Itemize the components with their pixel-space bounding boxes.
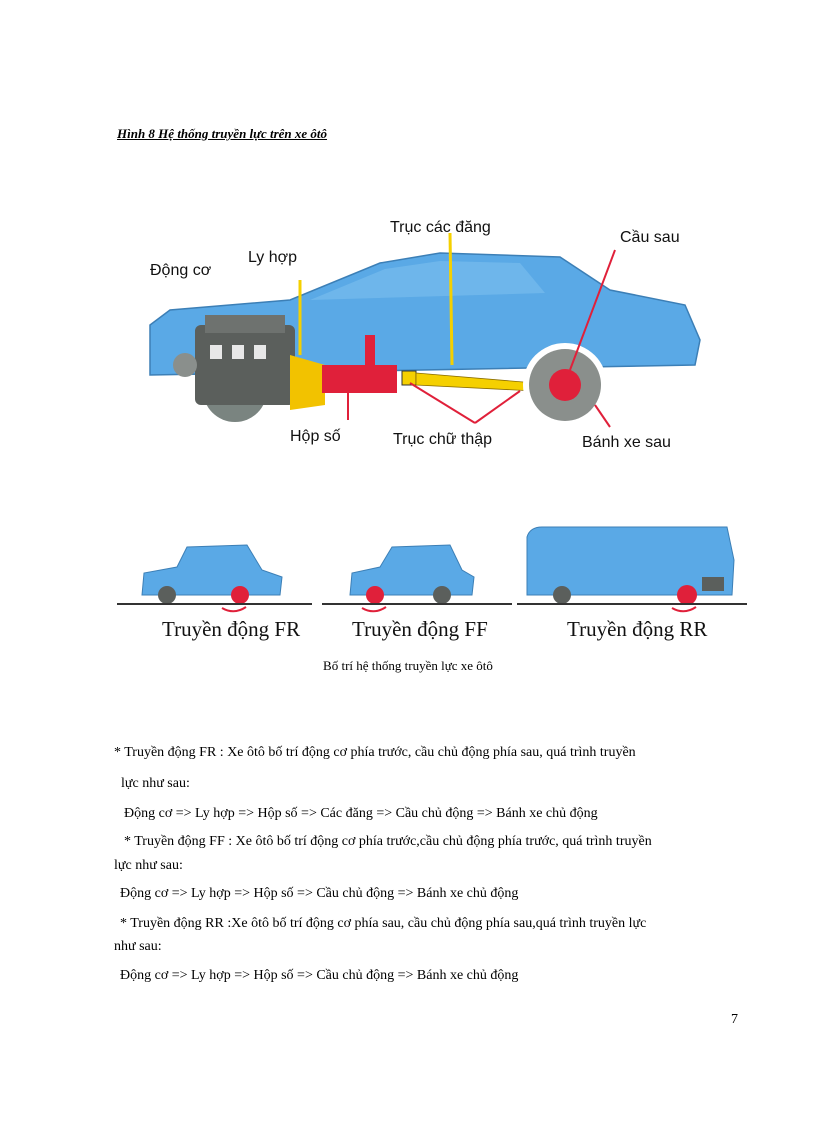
drivetrain-figure	[140, 205, 710, 475]
flow-fr: Động cơ => Ly hợp => Hộp số => Các đăng => Cầu chủ động => Bánh xe chủ động	[124, 806, 598, 821]
label-clutch: Ly hợp	[248, 249, 298, 266]
paragraph-fr-2: lực như sau:	[121, 776, 190, 791]
label-rear-axle: Cầu sau	[620, 229, 680, 246]
page-number: 7	[731, 1012, 738, 1027]
paragraph-fr-1: * Truyền động FR : Xe ôtô bố trí động cơ phía trước, cầu chủ động phía sau, quá trình truyền	[114, 745, 636, 760]
ff-car	[350, 545, 474, 595]
paragraph-rr-2: như sau:	[114, 939, 162, 954]
gearbox	[322, 365, 397, 393]
label-rr: Truyền động RR	[567, 617, 708, 641]
label-fr: Truyền động FR	[162, 617, 301, 641]
layout-figure	[112, 515, 752, 655]
label-engine: Động cơ	[150, 262, 212, 279]
flow-rr: Động cơ => Ly hợp => Hộp số => Cầu chủ động => Bánh xe chủ động	[120, 968, 519, 983]
label-gearbox: Hộp số	[290, 428, 341, 445]
label-rear-wheel: Bánh xe sau	[582, 434, 671, 451]
figure-title: Hình 8 Hệ thống truyền lực trên xe ôtô	[117, 126, 328, 141]
layout-illustration	[112, 515, 752, 615]
driveshaft	[416, 373, 535, 391]
engine	[195, 325, 295, 405]
rear-axle	[549, 369, 581, 401]
paragraph-ff-2: lực như sau:	[114, 858, 183, 873]
label-universal-joint: Trục chữ thập	[393, 431, 493, 448]
universal-joint	[402, 371, 416, 385]
paragraph-ff-1: * Truyền động FF : Xe ôtô bố trí động cơ phía trước,cầu chủ động phía trước, quá trình truyền	[124, 834, 652, 849]
layout-caption: Bố trí hệ thống truyền lực xe ôtô	[323, 658, 493, 673]
label-ff: Truyền động FF	[352, 617, 488, 641]
label-driveshaft: Trục các đăng	[390, 219, 491, 236]
flow-ff: Động cơ => Ly hợp => Hộp số => Cầu chủ động => Bánh xe chủ động	[120, 886, 519, 901]
paragraph-rr-1: * Truyền động RR :Xe ôtô bố trí động cơ phía sau, cầu chủ động phía sau,quá trình truyền lực	[120, 916, 647, 931]
